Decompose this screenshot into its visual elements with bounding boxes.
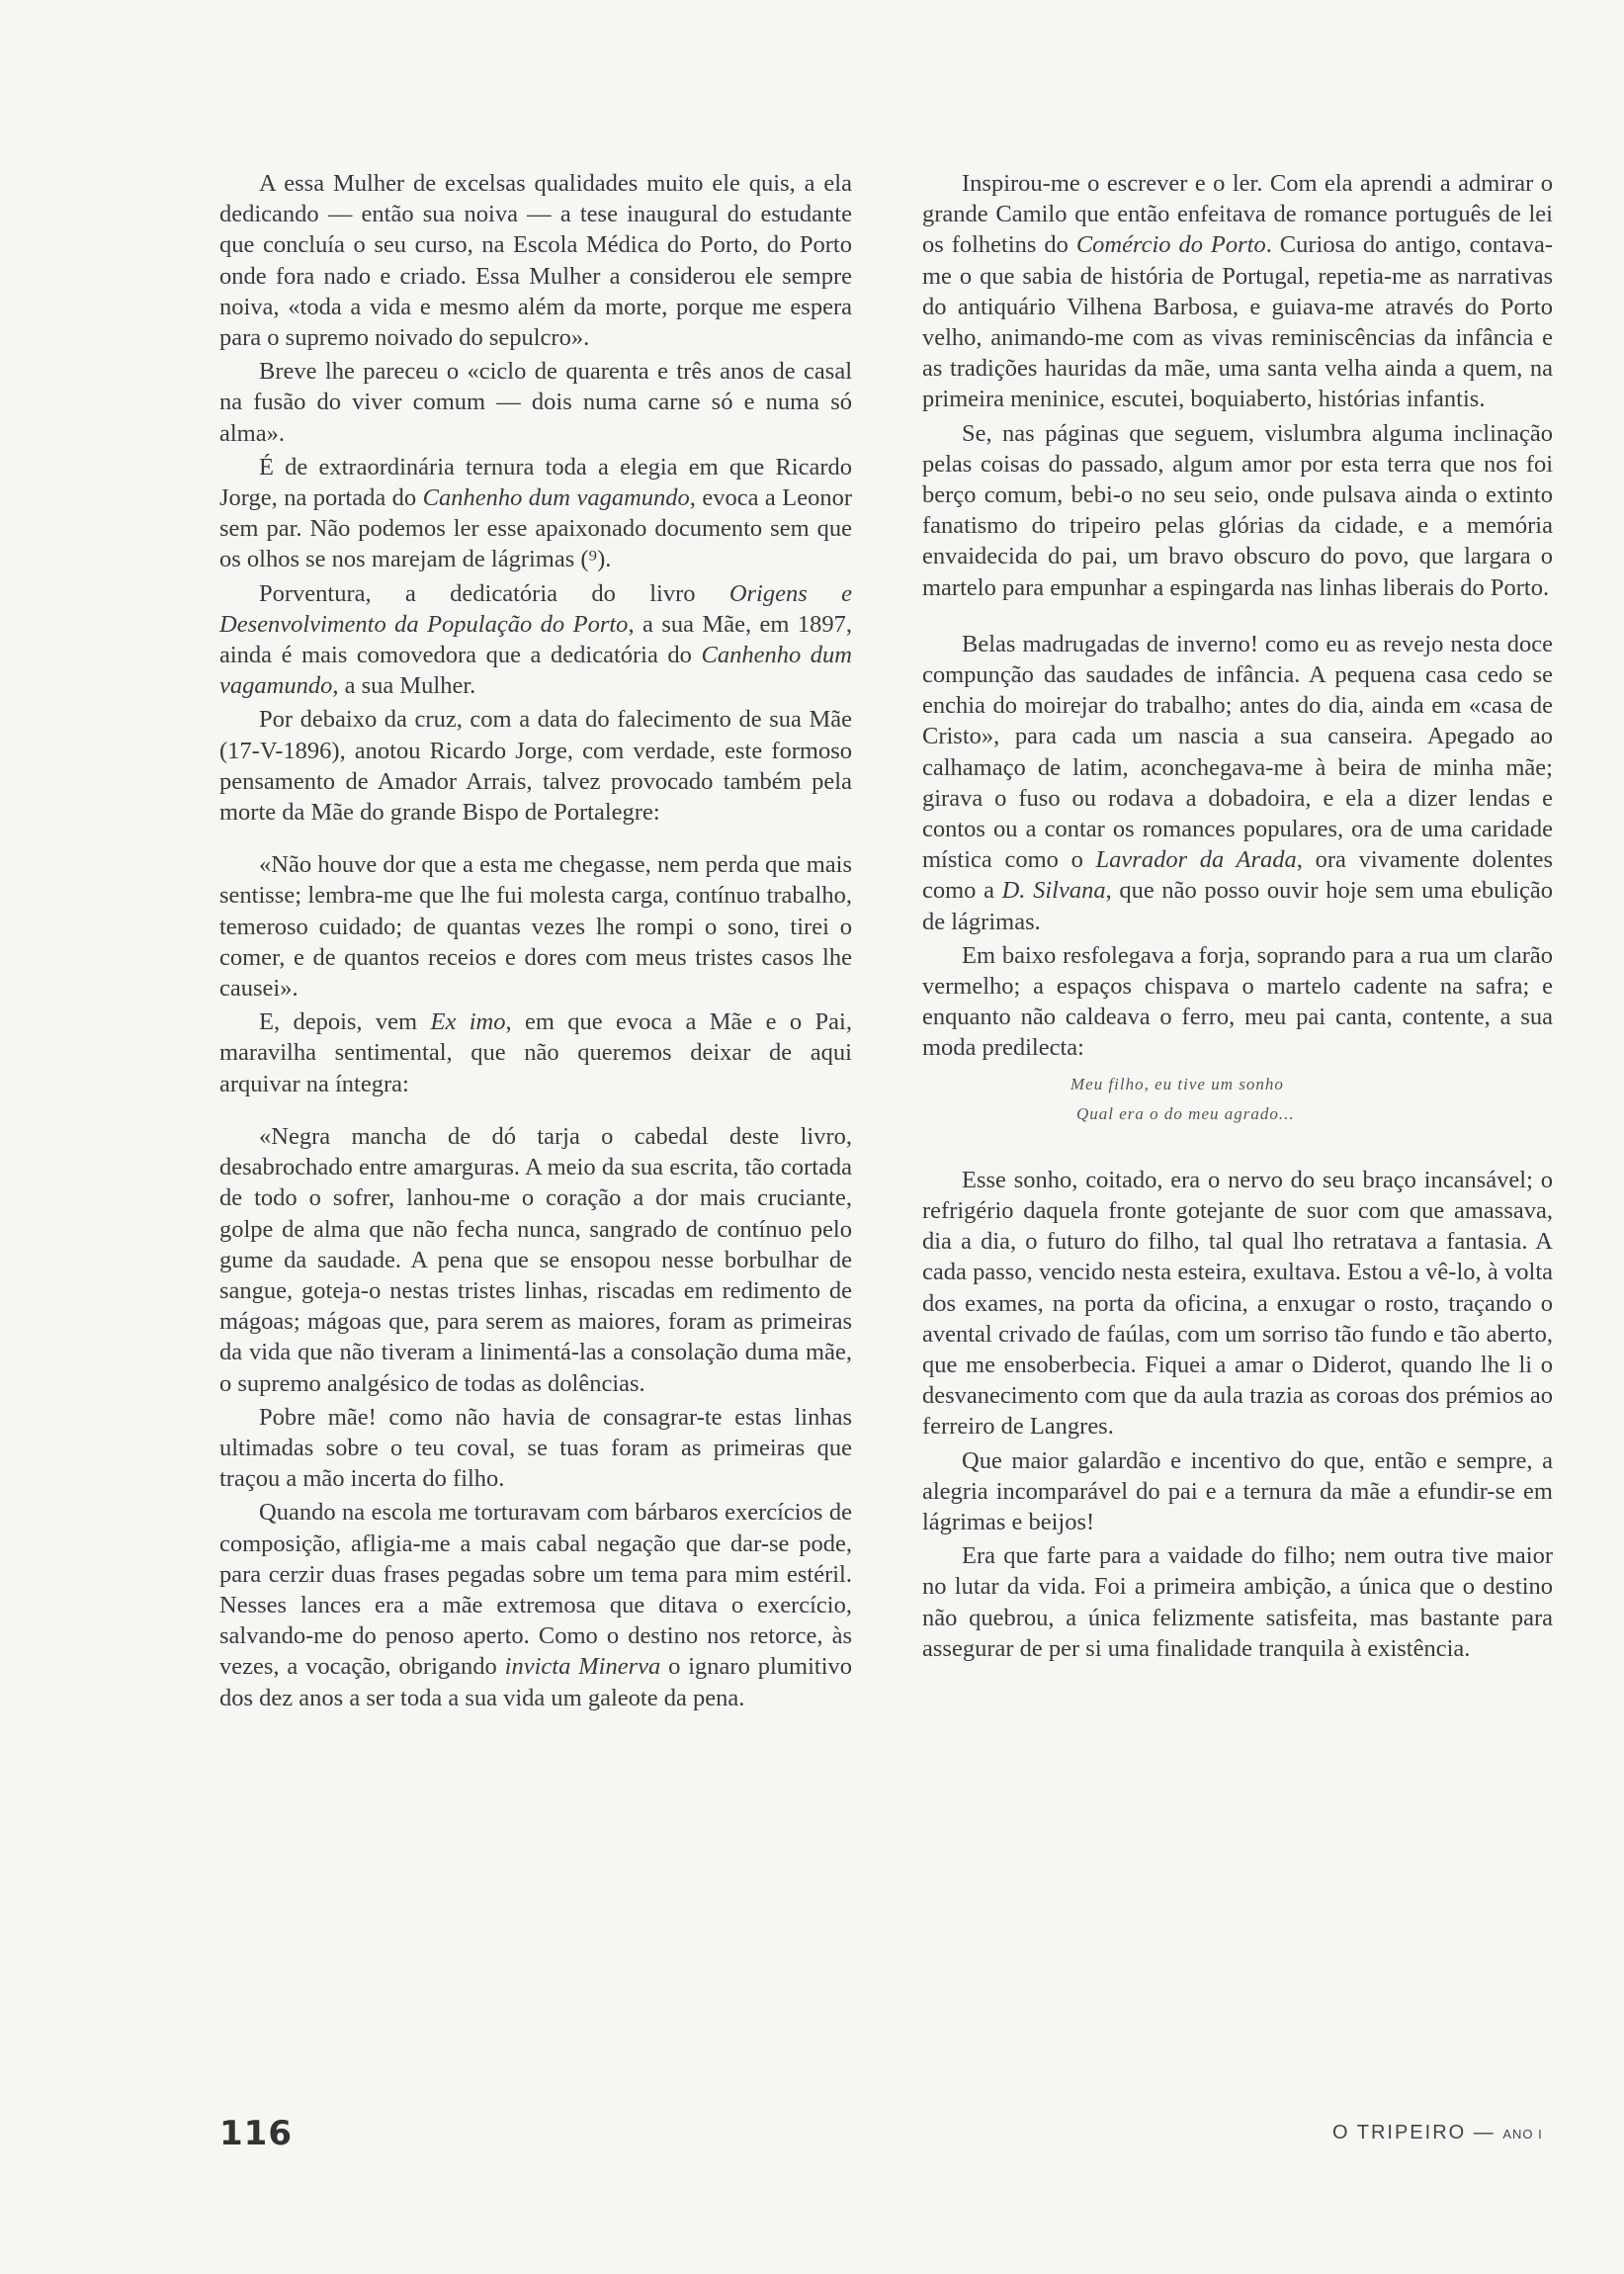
book-title: Canhenho dum vagamundo — [219, 642, 852, 700]
song-verse — [922, 1070, 1553, 1129]
quotation: «Não houve dor que a esta me chegasse, nem perda que mais sentisse; lembra-me que lhe fui molesta carga, contínuo trabalho, temeroso cuidado; de quantas vezes lhe rompi o sono, tirei o comer, e de quantos receios e dores com meus tristes casos lhe causei». — [219, 851, 852, 1003]
romance-title: Lavrador da Arada — [1095, 846, 1297, 874]
left-column — [219, 168, 852, 1716]
paragraph: É de extraordinária ternura toda a elegia em que Ricardo Jorge, na portada do Canhenho dum vagamundo, evoca a Leonor sem par. Não podemos ler esse apaixonado documento sem que os olhos se nos marejam de lágrimas (⁹). — [219, 453, 853, 573]
right-column — [922, 168, 1553, 1667]
romance-title: D. Silvana — [1001, 877, 1106, 905]
paragraph: Por debaixo da cruz, com a data do falecimento de sua Mãe (17-V-1896), anotou Ricardo Jorge, com verdade, este formoso pensamento de Amador Arrais, talvez provocado também pela morte da Mãe do grande Bispo de Portalegre: — [219, 706, 852, 827]
paragraph: Em baixo resfolegava a forja, soprando para a rua um clarão vermelho; a espaços chispava o martelo cadente na safra; e enquanto não caldeava o ferro, meu pai canta, contente, a sua moda predilecta: — [922, 941, 1553, 1062]
running-footer — [1332, 2122, 1543, 2144]
paragraph: A essa Mulher de excelsas qualidades muito ele quis, a ela dedicando — então sua noiva — a tese inaugural do estudante que concluía o seu curso, na Escola Médica do Porto, do Porto onde fora nado e criado. Essa Mulher a considerou ele sempre noiva, «toda a vida e mesmo além da morte, porque me espera para o supremo noivado do sepulcro». — [219, 170, 852, 352]
paragraph: Se, nas páginas que seguem, vislumbra alguma inclinação pelas coisas do passado, algum amor por esta terra que nos foi berço comum, bebi-o no seu seio, onde pulsava ainda o extinto fanatismo do tripeiro pelas glórias da cidade, e a memória envaidecida do pai, um bravo obscuro do povo, que largara o martelo para empunhar a espingarda nas linhas liberais do Porto. — [922, 419, 1553, 601]
paragraph: Que maior galardão e incentivo do que, então e sempre, a alegria incomparável do pai e a ternura da mãe a efundir-se em lágrimas e beijos! — [922, 1446, 1553, 1535]
paragraph: Esse sonho, coitado, era o nervo do seu braço incansável; o refrigério daquela fronte gotejante de suor com que amassava, dia a dia, o futuro do filho, tal qual lho retratava a fantasia. A cada passo, vencido nesta esteira, exultava. Estou a vê-lo, à volta dos exames, na porta da oficina, a enxugar o rosto, traçando o avental crivado de faúlas, com um sorriso tão fundo e tão aberto, que me ensoberbecia. Fiquei a amar o Diderot, quando lhe li o desvanecimento com que da aula trazia as coroas dos prémios ao ferreiro de Langres. — [922, 1166, 1553, 1441]
book-title: Origens e Desenvolvimento da População do Porto — [219, 579, 852, 638]
paragraph: Belas madrugadas de inverno! como eu as revejo nesta doce compunção das saudades de infância. A pequena casa cedo se enchia do moirejar do trabalho; antes do dia, ainda em «casa de Cristo», para cada um nascia a sua canseira. Apegado ao calhamaço de latim, aconchegava-me à beira de minha mãe; girava o fuso ou rodava a dobadoira, e ela a dizer lendas e contos ou a contar os romances populares, ora de uma caridade mística como o Lavrador da Arada, ora vivamente dolentes como a D. Silvana, que não posso ouvir hoje sem uma ebulição de lágrimas. — [922, 630, 1553, 935]
journal-name: O TRIPEIRO — — [1332, 2122, 1496, 2143]
quotation: «Negra mancha de dó tarja o cabedal deste livro, desabrochado entre amarguras. A meio da sua escrita, tão cortada de todo o sofrer, lanhou-me o coração a dor mais cruciante, golpe de alma que não fecha nunca, sangrado de contínuo pelo gume da saudade. A pena que se ensopou nesse borbulhar de sangue, goteja-o nestas tristes linhas, riscadas em redimento de mágoas; mágoas que, para serem as maiores, foram as primeiras da vida que não tiveram a linimentá-las a consolação duma mãe, o supremo analgésico de todas as dolências. — [219, 1122, 852, 1397]
paragraph: Era que farte para a vaidade do filho; nem outra tive maior no lutar da vida. Foi a primeira ambição, a única que o destino não quebrou, a única felizmente satisfeita, mas bastante para assegurar de per si uma finalidade tranquila à existência. — [922, 1542, 1553, 1662]
paragraph: Quando na escola me torturavam com bárbaros exercícios de composição, afligia-me a mais cabal negação que dar-se pode, para cerzir duas frases pegadas sobre um tema para mim estéril. Nesses lances era a mãe extremosa que ditava o exercício, salvando-me do penoso aperto. Como o destino nos retorce, às vezes, a vocação, obrigando invicta Minerva o ignaro plumitivo dos dez anos a ser toda a sua vida um galeote da pena. — [219, 1499, 853, 1711]
paragraph: Breve lhe pareceu o «ciclo de quarenta e três anos de casal na fusão do viver comum — dois numa carne só e numa só alma». — [219, 358, 852, 447]
book-title: Canhenho dum vagamundo — [422, 484, 690, 512]
paragraph: Inspirou-me o escrever e o ler. Com ela aprendi a admirar o grande Camilo que então enfeitava de romance português de lei os folhetins do Comércio do Porto. Curiosa do antigo, contava-me o que sabia de história de Portugal, repetia-me as narrativas do antiquário Vilhena Barbosa, e guiava-me através do Porto velho, animando-me com as vivas reminiscências da infância e as tradições hauridas da mãe, uma santa velha ainda a quem, na primeira meninice, escutei, boquiaberto, histórias infantis. — [922, 170, 1553, 413]
newspaper-title: Comércio do Porto — [1075, 231, 1266, 259]
page-number: 116 — [219, 2114, 293, 2153]
volume-label: ANO I — [1502, 2127, 1543, 2142]
latin-phrase: invicta Minerva — [504, 1653, 661, 1681]
book-title: Ex imo — [430, 1008, 506, 1036]
paragraph: Pobre mãe! como não havia de consagrar-te estas linhas ultimadas sobre o teu coval, se tuas foram as primeiras que traçou a mão incerta do filho. — [219, 1403, 852, 1493]
verse-line: Meu filho, eu tive um sonho — [1070, 1074, 1284, 1093]
paragraph: Porventura, a dedicatória do livro Origens e Desenvolvimento da População do Porto, a sua Mãe, em 1897, ainda é mais comovedora que a dedicatória do Canhenho dum vagamundo, a sua Mulher. — [219, 579, 853, 700]
verse-line: Qual era o do meu agrado... — [1076, 1103, 1295, 1123]
paragraph: E, depois, vem Ex imo, em que evoca a Mãe e o Pai, maravilha sentimental, que não queremos deixar de aqui arquivar na íntegra: — [219, 1008, 852, 1097]
